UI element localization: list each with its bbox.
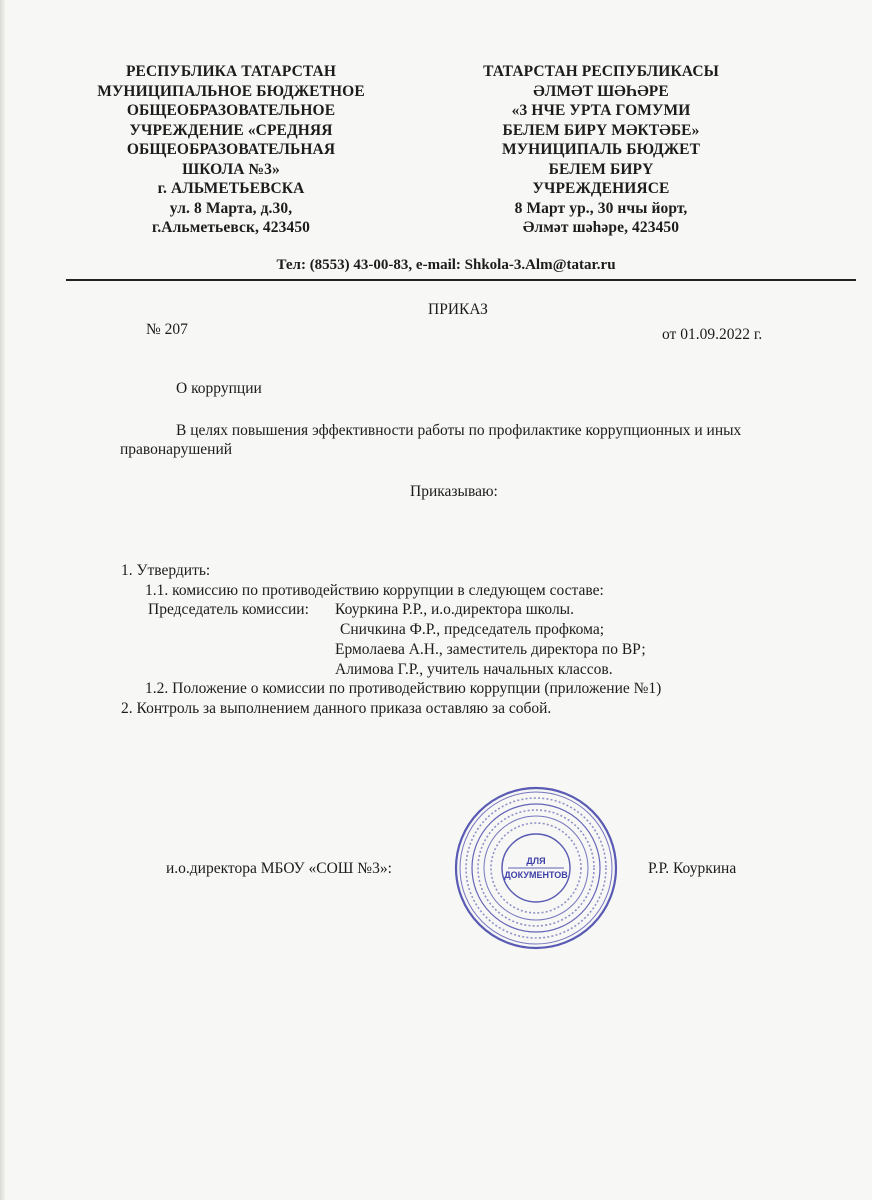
header-left-line: УЧРЕЖДЕНИЕ «СРЕДНЯЯ bbox=[129, 121, 333, 139]
preamble-line-2: правонарушений bbox=[120, 441, 233, 458]
header-right-line: «3 НЧЕ УРТА ГОМУМИ bbox=[511, 102, 691, 119]
header-right-block bbox=[436, 62, 766, 238]
header-right-line: УЧРЕЖДЕНИЯСЕ bbox=[532, 180, 670, 197]
contacts-line: Тел: (8553) 43-00-83, e-mail: Shkola-3.Alm@tatar.ru bbox=[276, 257, 616, 273]
header-left-line: РЕСПУБЛИКА ТАТАРСТАН bbox=[125, 63, 337, 80]
header-right-line: ӘЛМӘТ ШӘҺӘРЕ bbox=[533, 82, 669, 100]
signatory-name: Р.Р. Коуркина bbox=[648, 860, 737, 877]
signatory-position: и.о.директора МБОУ «СОШ №3»: bbox=[166, 860, 392, 877]
stamp-center-line-2: ДОКУМЕНТОВ bbox=[504, 870, 568, 880]
item-1: 1. Утвердить: bbox=[121, 562, 211, 579]
item-1-1: 1.1. комиссию по противодействию коррупции в следующем составе: bbox=[145, 582, 604, 599]
commission-member: Сничкина Ф.Р., председатель профкома; bbox=[340, 621, 604, 638]
header-left-line: г. АЛЬМЕТЬЕВСКА bbox=[157, 180, 305, 197]
header-left-block bbox=[66, 62, 396, 238]
header-right-line: ТАТАРСТАН РЕСПУБЛИКАСЫ bbox=[483, 63, 719, 80]
order-date: от 01.09.2022 г. bbox=[662, 326, 763, 343]
commission-member: Алимова Г.Р., учитель начальных классов. bbox=[335, 661, 613, 678]
official-stamp bbox=[452, 784, 620, 952]
header-right-line: Әлмәт шәһәре, 423450 bbox=[522, 219, 680, 236]
order-subject: О коррупции bbox=[176, 380, 262, 397]
preamble-line-1: В целях повышения эффективности работы по профилактике коррупционных и иных bbox=[176, 422, 742, 439]
header-right-line: МУНИЦИПАЛЬ БЮДЖЕТ bbox=[501, 141, 701, 158]
header-right-line: БЕЛЕМ БИРҮ bbox=[548, 160, 654, 178]
header-left-line: МУНИЦИПАЛЬНОЕ БЮДЖЕТНОЕ bbox=[97, 82, 365, 100]
chair-label: Председатель комиссии: bbox=[148, 601, 309, 618]
page-edge-shadow bbox=[0, 0, 6, 1200]
header-left-line: ОБЩЕОБРАЗОВАТЕЛЬНАЯ bbox=[126, 141, 336, 158]
item-2: 2. Контроль за выполнением данного приказа оставляю за собой. bbox=[121, 700, 552, 717]
decree-word: Приказываю: bbox=[410, 483, 498, 500]
header-right-line: БЕЛЕМ БИРҮ МӘКТӘБЕ» bbox=[502, 121, 700, 139]
header-divider bbox=[66, 279, 856, 281]
order-number: № 207 bbox=[146, 321, 188, 338]
stamp-center-line-1: ДЛЯ bbox=[526, 856, 546, 866]
header-left-line: ул. 8 Марта, д.30, bbox=[169, 199, 293, 217]
order-title: ПРИКАЗ bbox=[428, 301, 488, 318]
commission-member: Ермолаева А.Н., заместитель директора по ВР; bbox=[335, 641, 646, 658]
header-left-line: ШКОЛА №3» bbox=[182, 160, 280, 178]
stamp-seal-icon bbox=[452, 784, 620, 952]
item-1-2: 1.2. Положение о комиссии по противодействию коррупции (приложение №1) bbox=[145, 680, 662, 697]
header-left-line: ОБЩЕОБРАЗОВАТЕЛЬНОЕ bbox=[126, 102, 336, 119]
header-right-line: 8 Март ур., 30 нчы йорт, bbox=[514, 199, 688, 217]
header-left-line: г.Альметьевск, 423450 bbox=[151, 219, 311, 236]
chair-name: Коуркина Р.Р., и.о.директора школы. bbox=[335, 601, 574, 618]
